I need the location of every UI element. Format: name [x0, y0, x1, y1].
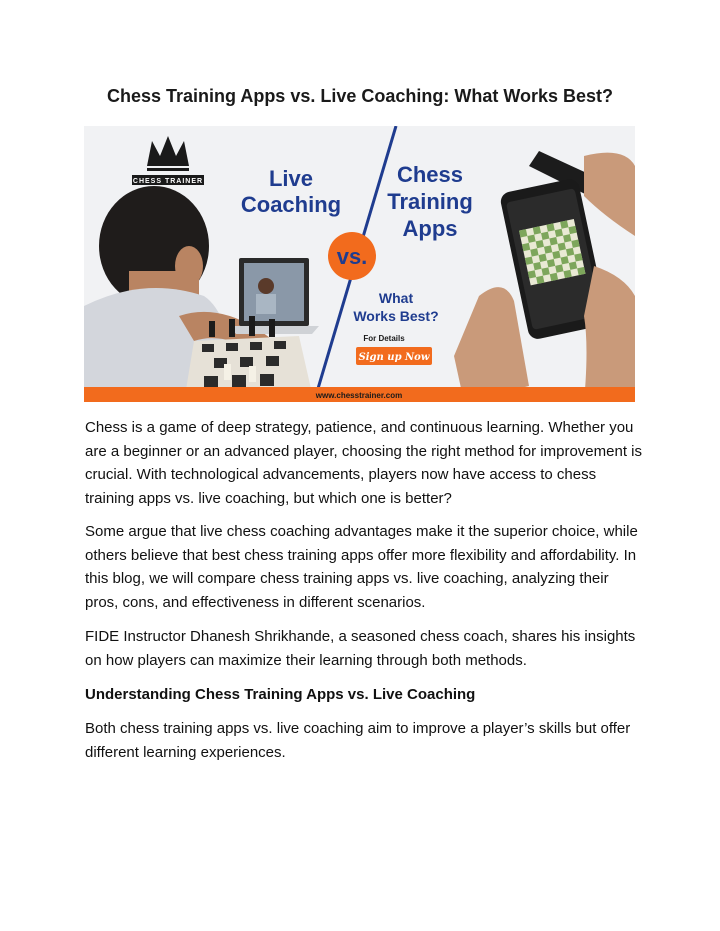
banner-heading-chess: Chess — [396, 162, 464, 187]
page-title: Chess Training Apps vs. Live Coaching: What Works Best? — [106, 86, 614, 106]
paragraph-instructor: FIDE Instructor Dhanesh Shrikhande, a seasoned chess coach, shares his insights on how players can maximize their learning through both methods. — [85, 628, 636, 669]
section-heading: Understanding Chess Training Apps vs. Live Coaching — [85, 686, 476, 703]
banner-website: www.chesstrainer.com — [315, 391, 403, 400]
hero-banner-image — [84, 126, 635, 402]
paragraph-intro: Chess is a game of deep strategy, patience, and continuous learning. Whether you are a beginner or an advanced player, choosing the right method for improvement is crucial. With technological advancements, players now have access to chess training apps vs. live coaching, but which one is better? — [85, 419, 642, 507]
vs-label: vs. — [336, 244, 368, 269]
paragraph-section: Both chess training apps vs. live coaching aim to improve a player’s skills but offer different learning experiences. — [85, 720, 631, 761]
for-details-label: For Details — [363, 334, 405, 343]
banner-heading-apps: Apps — [402, 216, 458, 241]
question-works-best: Works Best? — [353, 308, 439, 324]
banner-heading-training: Training — [387, 189, 473, 214]
paragraph-argument: Some argue that live chess coaching advantages make it the superior choice, while others believe that best chess training apps offer more flexibility and affordability. In this blog, we will compare chess training apps vs. live coaching, analyzing their pros, cons, and effectiveness in different scenarios. — [85, 523, 638, 611]
banner-heading-live: Live — [268, 166, 314, 191]
sign-up-label: Sign up Now — [358, 352, 430, 363]
brand-name: CHESS TRAINER — [132, 178, 204, 185]
banner-heading-coaching: Coaching — [240, 192, 342, 217]
question-what: What — [378, 290, 414, 306]
